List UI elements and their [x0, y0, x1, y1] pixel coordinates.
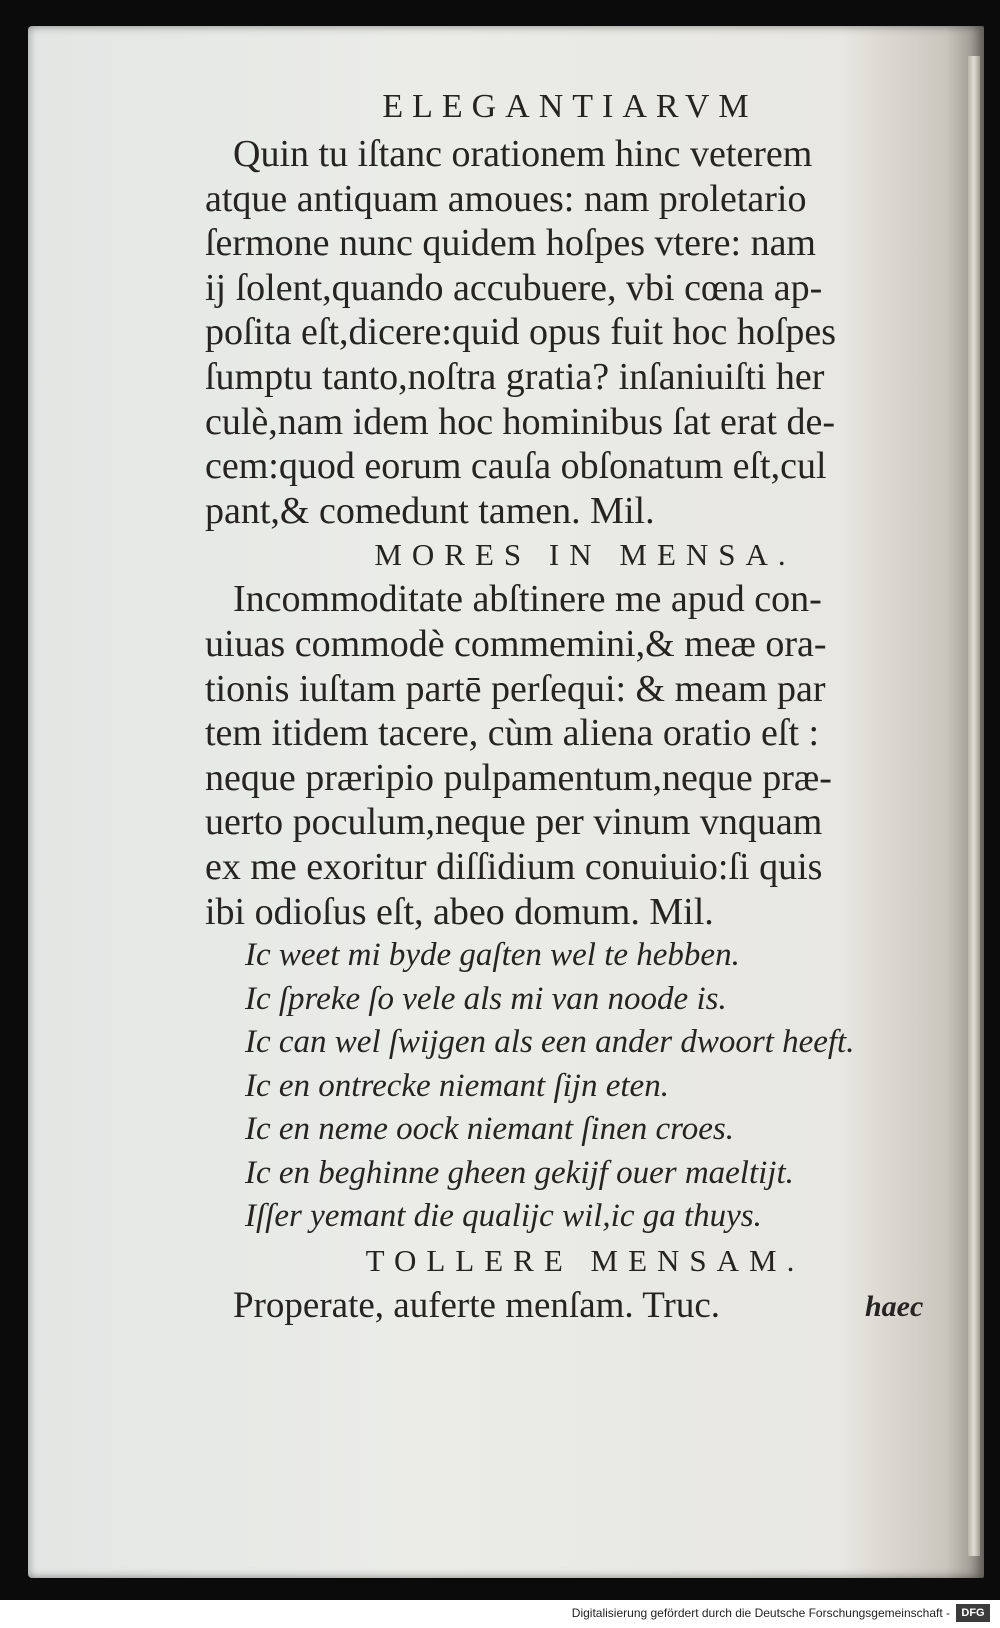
text-line: atque antiquam amoues: nam proletario — [205, 177, 807, 220]
footer-credit: Digitalisierung gefördert durch die Deutsche Forschungsgemeinschaft - — [571, 1606, 950, 1620]
page-edge — [968, 56, 980, 1556]
dutch-line: Ic en neme oock niemant ſinen croes. — [245, 1111, 735, 1148]
text-line: uerto poculum,neque per vinum vnquam — [205, 801, 823, 844]
text-line: pant,& comedunt tamen. Mil. — [205, 489, 655, 532]
dutch-line: Ic ſpreke ſo vele als mi van noode is. — [245, 980, 727, 1017]
dutch-line: Ic weet mi byde gaſten wel te hebben. — [245, 937, 740, 974]
dfg-logo: DFG — [956, 1604, 990, 1622]
text-line: ij ſolent,quando accubuere, vbi cœna ap- — [205, 266, 823, 309]
text-line: neque præripio pulpamentum,neque præ- — [205, 756, 832, 799]
footer-bar — [0, 1600, 1000, 1628]
text-line: tionis iuſtam partē perſequi: & meam par — [205, 667, 826, 710]
text-line: ibi odioſus eſt, abeo domum. Mil. — [205, 890, 714, 933]
paragraph-1 — [205, 132, 965, 533]
text-line: culè,nam idem hoc hominibus ſat erat de- — [205, 400, 835, 443]
dutch-translation — [205, 934, 965, 1239]
text-line: Quin tu iſtanc orationem hinc veterem — [233, 133, 813, 175]
section-heading: TOLLERE MENSAM. — [365, 1242, 805, 1278]
page-text — [205, 88, 965, 1329]
text-line: ſermone nunc quidem hoſpes vtere: nam — [205, 222, 816, 265]
text-line: ex me exoritur diſſidium conuiuio:ſi quis — [205, 845, 823, 888]
text-line: poſita eſt,dicere:quid opus fuit hoc hoſpes — [205, 311, 837, 354]
dutch-line: Iſſer yemant die qualijc wil,ic ga thuys. — [245, 1198, 762, 1235]
catchword: haec — [865, 1290, 924, 1323]
section-heading: MORES IN MENSA. — [374, 537, 796, 573]
dutch-line: Ic en beghinne gheen gekijf ouer maeltijt. — [245, 1154, 794, 1191]
dutch-line: Ic can wel ſwijgen als een ander dwoort heeft. — [245, 1024, 855, 1061]
text-line: tem itidem tacere, cùm aliena oratio eſt : — [205, 712, 820, 755]
text-line: cem:quod eorum cauſa obſonatum eſt,cul — [205, 445, 827, 488]
text-line: Properate, auferte menſam. Truc. — [233, 1284, 721, 1326]
running-head: ELEGANTIARVM — [382, 88, 758, 125]
paragraph-2 — [205, 577, 965, 934]
dutch-line: Ic en ontrecke niemant ſijn eten. — [245, 1067, 669, 1104]
text-line: uiuas commodè commemini,& meæ ora- — [205, 622, 827, 665]
text-line: Incommoditate abſtinere me apud con- — [233, 578, 822, 621]
text-line: ſumptu tanto,noſtra gratia? inſaniuiſti her — [205, 355, 825, 398]
